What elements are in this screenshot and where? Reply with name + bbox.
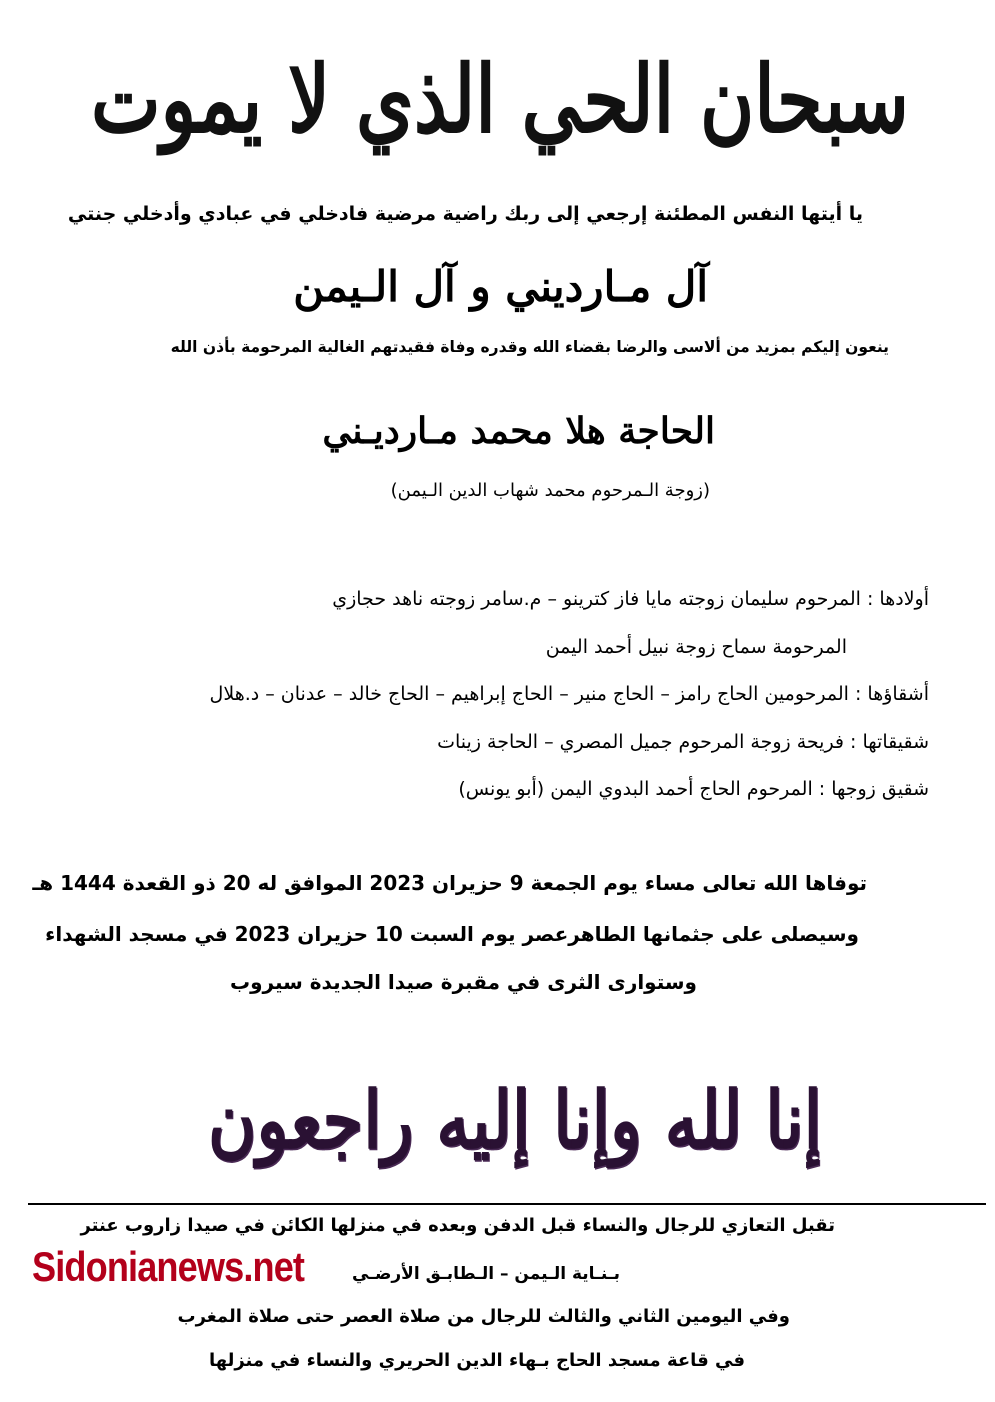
relatives-brother-in-law: شقيق زوجها : المرحوم الحاج أحمد البدوي اليمن (أبو يونس) [458, 778, 929, 800]
funeral-prayer: وسيصلى على جثمانها الطاهرعصر يوم السبت 10 حزيران 2023 في مسجد الشهداء [45, 922, 859, 946]
families-heading: آل مـارديني و آل الـيمن [293, 262, 708, 311]
condolences-line-4: في قاعة مسجد الحاج بـهاء الدين الحريري والنساء في منزلها [208, 1350, 745, 1371]
divider-line [28, 1203, 986, 1205]
quran-verse: يا أيتها النفس المطئنة إرجعي إلى ربك راضية مرضية فادخلي في عبادي وأدخلي جنتي [67, 203, 863, 225]
site-watermark: Sidonianews.net [32, 1243, 305, 1290]
footer-calligraphy-text: إنا لله وإنا إليه راجعون [208, 1073, 822, 1167]
relatives-brothers: أشقاؤها : المرحومين الحاج رامز – الحاج منير – الحاج إبراهيم – الحاج خالد – عدنان – د.هلال [209, 683, 929, 705]
deceased-name: الحاجة هلا محمد مـارديـني [322, 410, 715, 452]
condolences-line-3: وفي اليومين الثاني والثالث للرجال من صلاة العصر حتى صلاة المغرب [177, 1306, 790, 1327]
footer-calligraphy [208, 1060, 822, 1180]
burial-place: وستوارى الثرى في مقبرة صيدا الجديدة سيروب [229, 970, 697, 994]
mourning-line: ينعون إليكم بمزيد من ألاسى والرضا بقضاء الله وقدره وفاة فقيدتهم الغالية المرحومة بأذن الله [170, 338, 889, 356]
condolences-line-2: بـنـاية الـيمن – الـطابـق الأرضـي [351, 1264, 620, 1284]
deceased-spouse: (زوجة الـمرحوم محمد شهاب الدين الـيمن) [390, 480, 710, 501]
death-date: توفاها الله تعالى مساء يوم الجمعة 9 حزيران 2023 الموافق له 20 ذو القعدة 1444 هـ [32, 871, 867, 895]
relatives-children-cont: المرحومة سماح زوجة نبيل أحمد اليمن [545, 636, 847, 658]
header-calligraphy-text: سبحان الحي الذي لا يموت [91, 46, 909, 154]
relatives-children: أولادها : المرحوم سليمان زوجته مايا فاز كترينو – م.سامر زوجته ناهد حجازي [332, 588, 929, 610]
header-calligraphy [91, 30, 909, 170]
relatives-sisters: شقيقاتها : فريحة زوجة المرحوم جميل المصري – الحاجة زينات [437, 731, 929, 753]
condolences-line-1: تقبل التعازي للرجال والنساء قبل الدفن وبعده في منزلها الكائن في صيدا زاروب عنتر [80, 1215, 835, 1236]
